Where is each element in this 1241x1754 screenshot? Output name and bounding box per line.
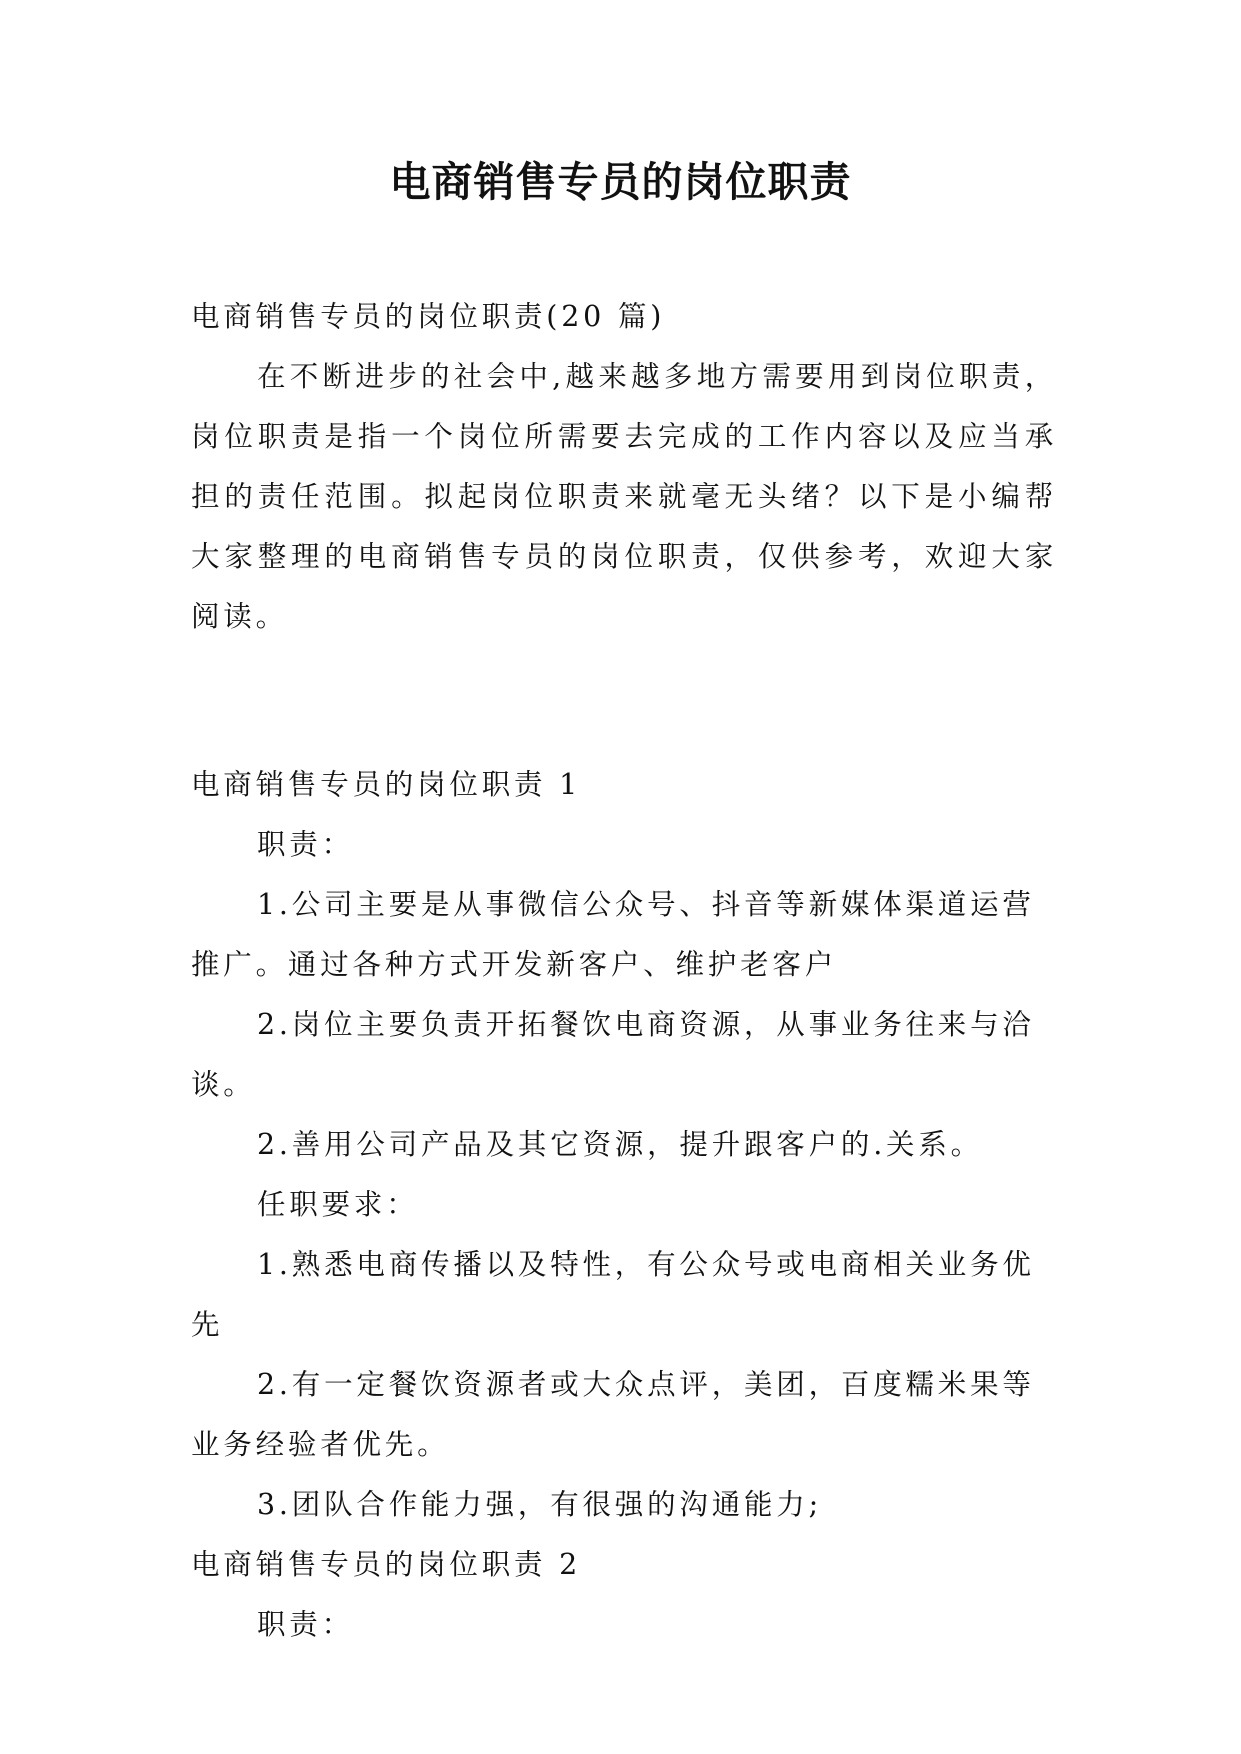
intro-paragraph: 在不断进步的社会中,越来越多地方需要用到岗位职责，岗位职责是指一个岗位所需要去完成的工作内容以及应当承担的责任范围。拟起岗位职责来就毫无头绪？以下是小编帮大家整理的电商销售专员的岗位职责，仅供参考，欢迎大家阅读。 bbox=[191, 360, 1057, 633]
document-body bbox=[191, 287, 1057, 1655]
document-title: 电商销售专员的岗位职责 bbox=[389, 158, 852, 206]
section-1-heading: 电商销售专员的岗位职责 1 bbox=[191, 768, 582, 801]
section-1-duty-item: 1.公司主要是从事微信公众号、抖音等新媒体渠道运营推广。通过各种方式开发新客户、维护老客户 bbox=[191, 888, 1035, 981]
section-1-requirement-item: 3.团队合作能力强，有很强的沟通能力; bbox=[257, 1488, 822, 1521]
section-1-duty-item: 2.岗位主要负责开拓餐饮电商资源，从事业务往来与洽谈。 bbox=[191, 1008, 1035, 1101]
section-1-requirements-label: 任职要求： bbox=[257, 1188, 419, 1221]
section-1-duty-item: 2.善用公司产品及其它资源，提升跟客户的.关系。 bbox=[257, 1128, 983, 1161]
section-2-heading: 电商销售专员的岗位职责 2 bbox=[191, 1548, 582, 1581]
section-2-duties-label: 职责： bbox=[257, 1608, 354, 1641]
section-1-duties-label: 职责： bbox=[257, 828, 354, 861]
section-1-requirement-item: 1.熟悉电商传播以及特性，有公众号或电商相关业务优先 bbox=[191, 1248, 1035, 1341]
section-1-requirement-item: 2.有一定餐饮资源者或大众点评，美团，百度糯米果等业务经验者优先。 bbox=[191, 1368, 1035, 1461]
document-subtitle: 电商销售专员的岗位职责(20 篇) bbox=[191, 300, 666, 333]
